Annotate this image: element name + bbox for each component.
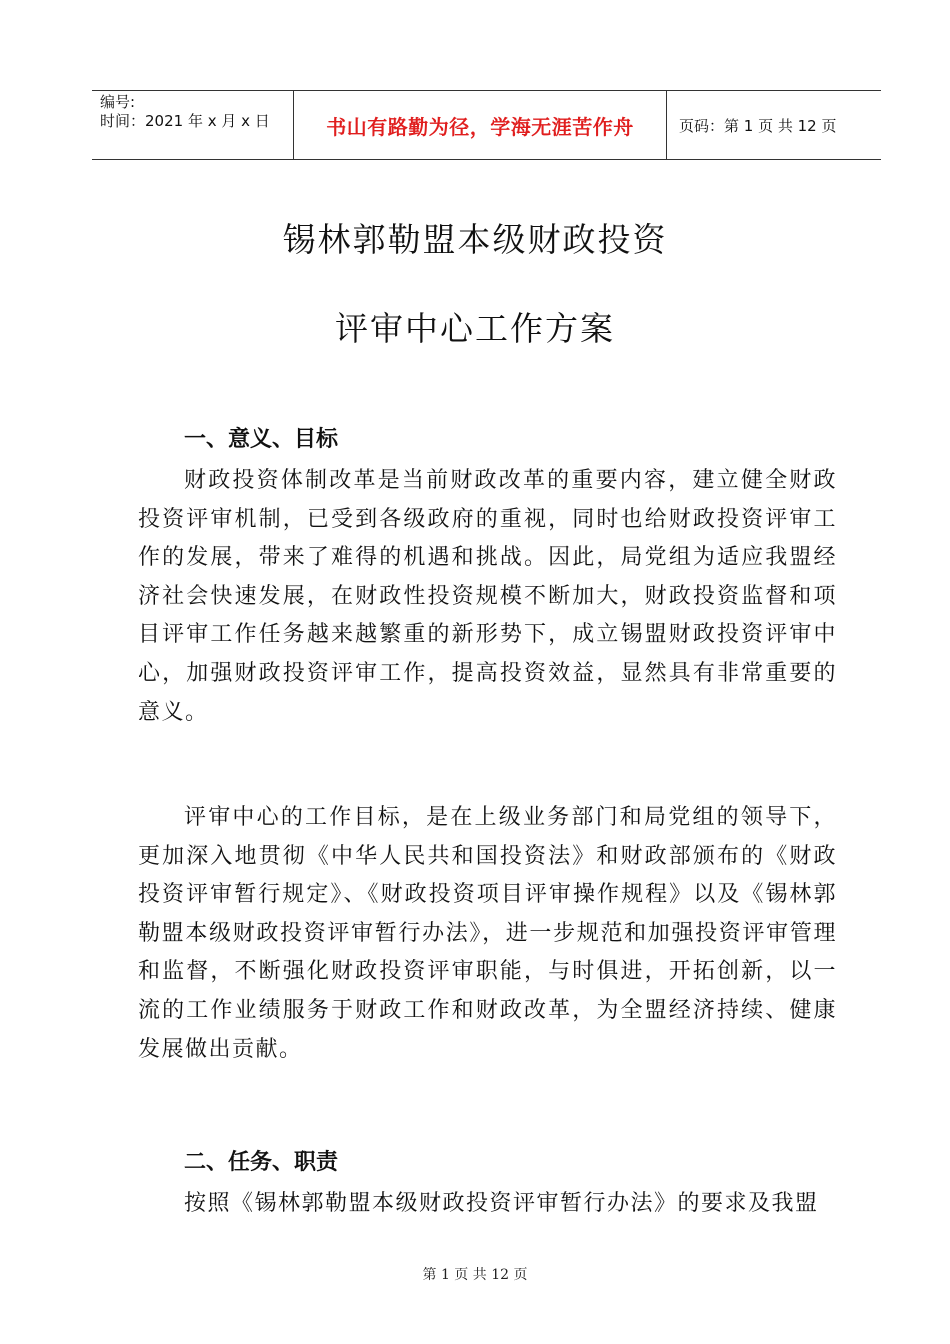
document-title-line-1: 锡林郭勒盟本级财政投资 [282, 220, 668, 259]
header-motto: 书山有路勤为径，学海无涯苦作舟 [294, 91, 667, 159]
section-2-paragraph-1: 按照《锡林郭勒盟本级财政投资评审暂行办法》的要求及我盟 [184, 1191, 819, 1216]
time-label: 时间：2021 年 x 月 x 日 [100, 112, 270, 130]
page-footer: 第 1 页 共 12 页 [422, 1267, 528, 1283]
header-page-info: 页码：第 1 页 共 12 页 [679, 116, 837, 135]
section-1-paragraph-2: 评审中心的工作目标，是在上级业务部门和局党组的领导下，更加深入地贯彻《中华人民共和国投资法》和财政部颁布的《财政投资评审暂行规定》、《财政投资项目评审操作规程》以及《锡林郭勒盟本级财政投资评审暂行办法》，进一步规范和加强投资评审管理和监督，不断强化财政投资评审职能，与时俱进，开拓创新，以一流的工作业绩服务于财政工作和财政改革，为全盟经济持续、健康发展做出贡献。 [138, 805, 837, 1062]
document-title-line-2: 评审中心工作方案 [335, 309, 615, 348]
section-1-paragraph-1: 财政投资体制改革是当前财政改革的重要内容，建立健全财政投资评审机制，已受到各级政府的重视，同时也给财政投资评审工作的发展，带来了难得的机遇和挑战。因此，局党组为适应我盟经济社会快速发展，在财政性投资规模不断加大，财政投资监督和项目评审工作任务越来越繁重的新形势下，成立锡盟财政投资评审中心，加强财政投资评审工作，提高投资效益，显然具有非常重要的意义。 [138, 468, 837, 725]
page-header [92, 90, 881, 160]
header-meta [92, 91, 294, 159]
section-2-heading: 二、任务、职责 [184, 1150, 339, 1175]
section-1-heading: 一、意义、目标 [184, 427, 339, 452]
number-label: 编号: [100, 93, 136, 111]
